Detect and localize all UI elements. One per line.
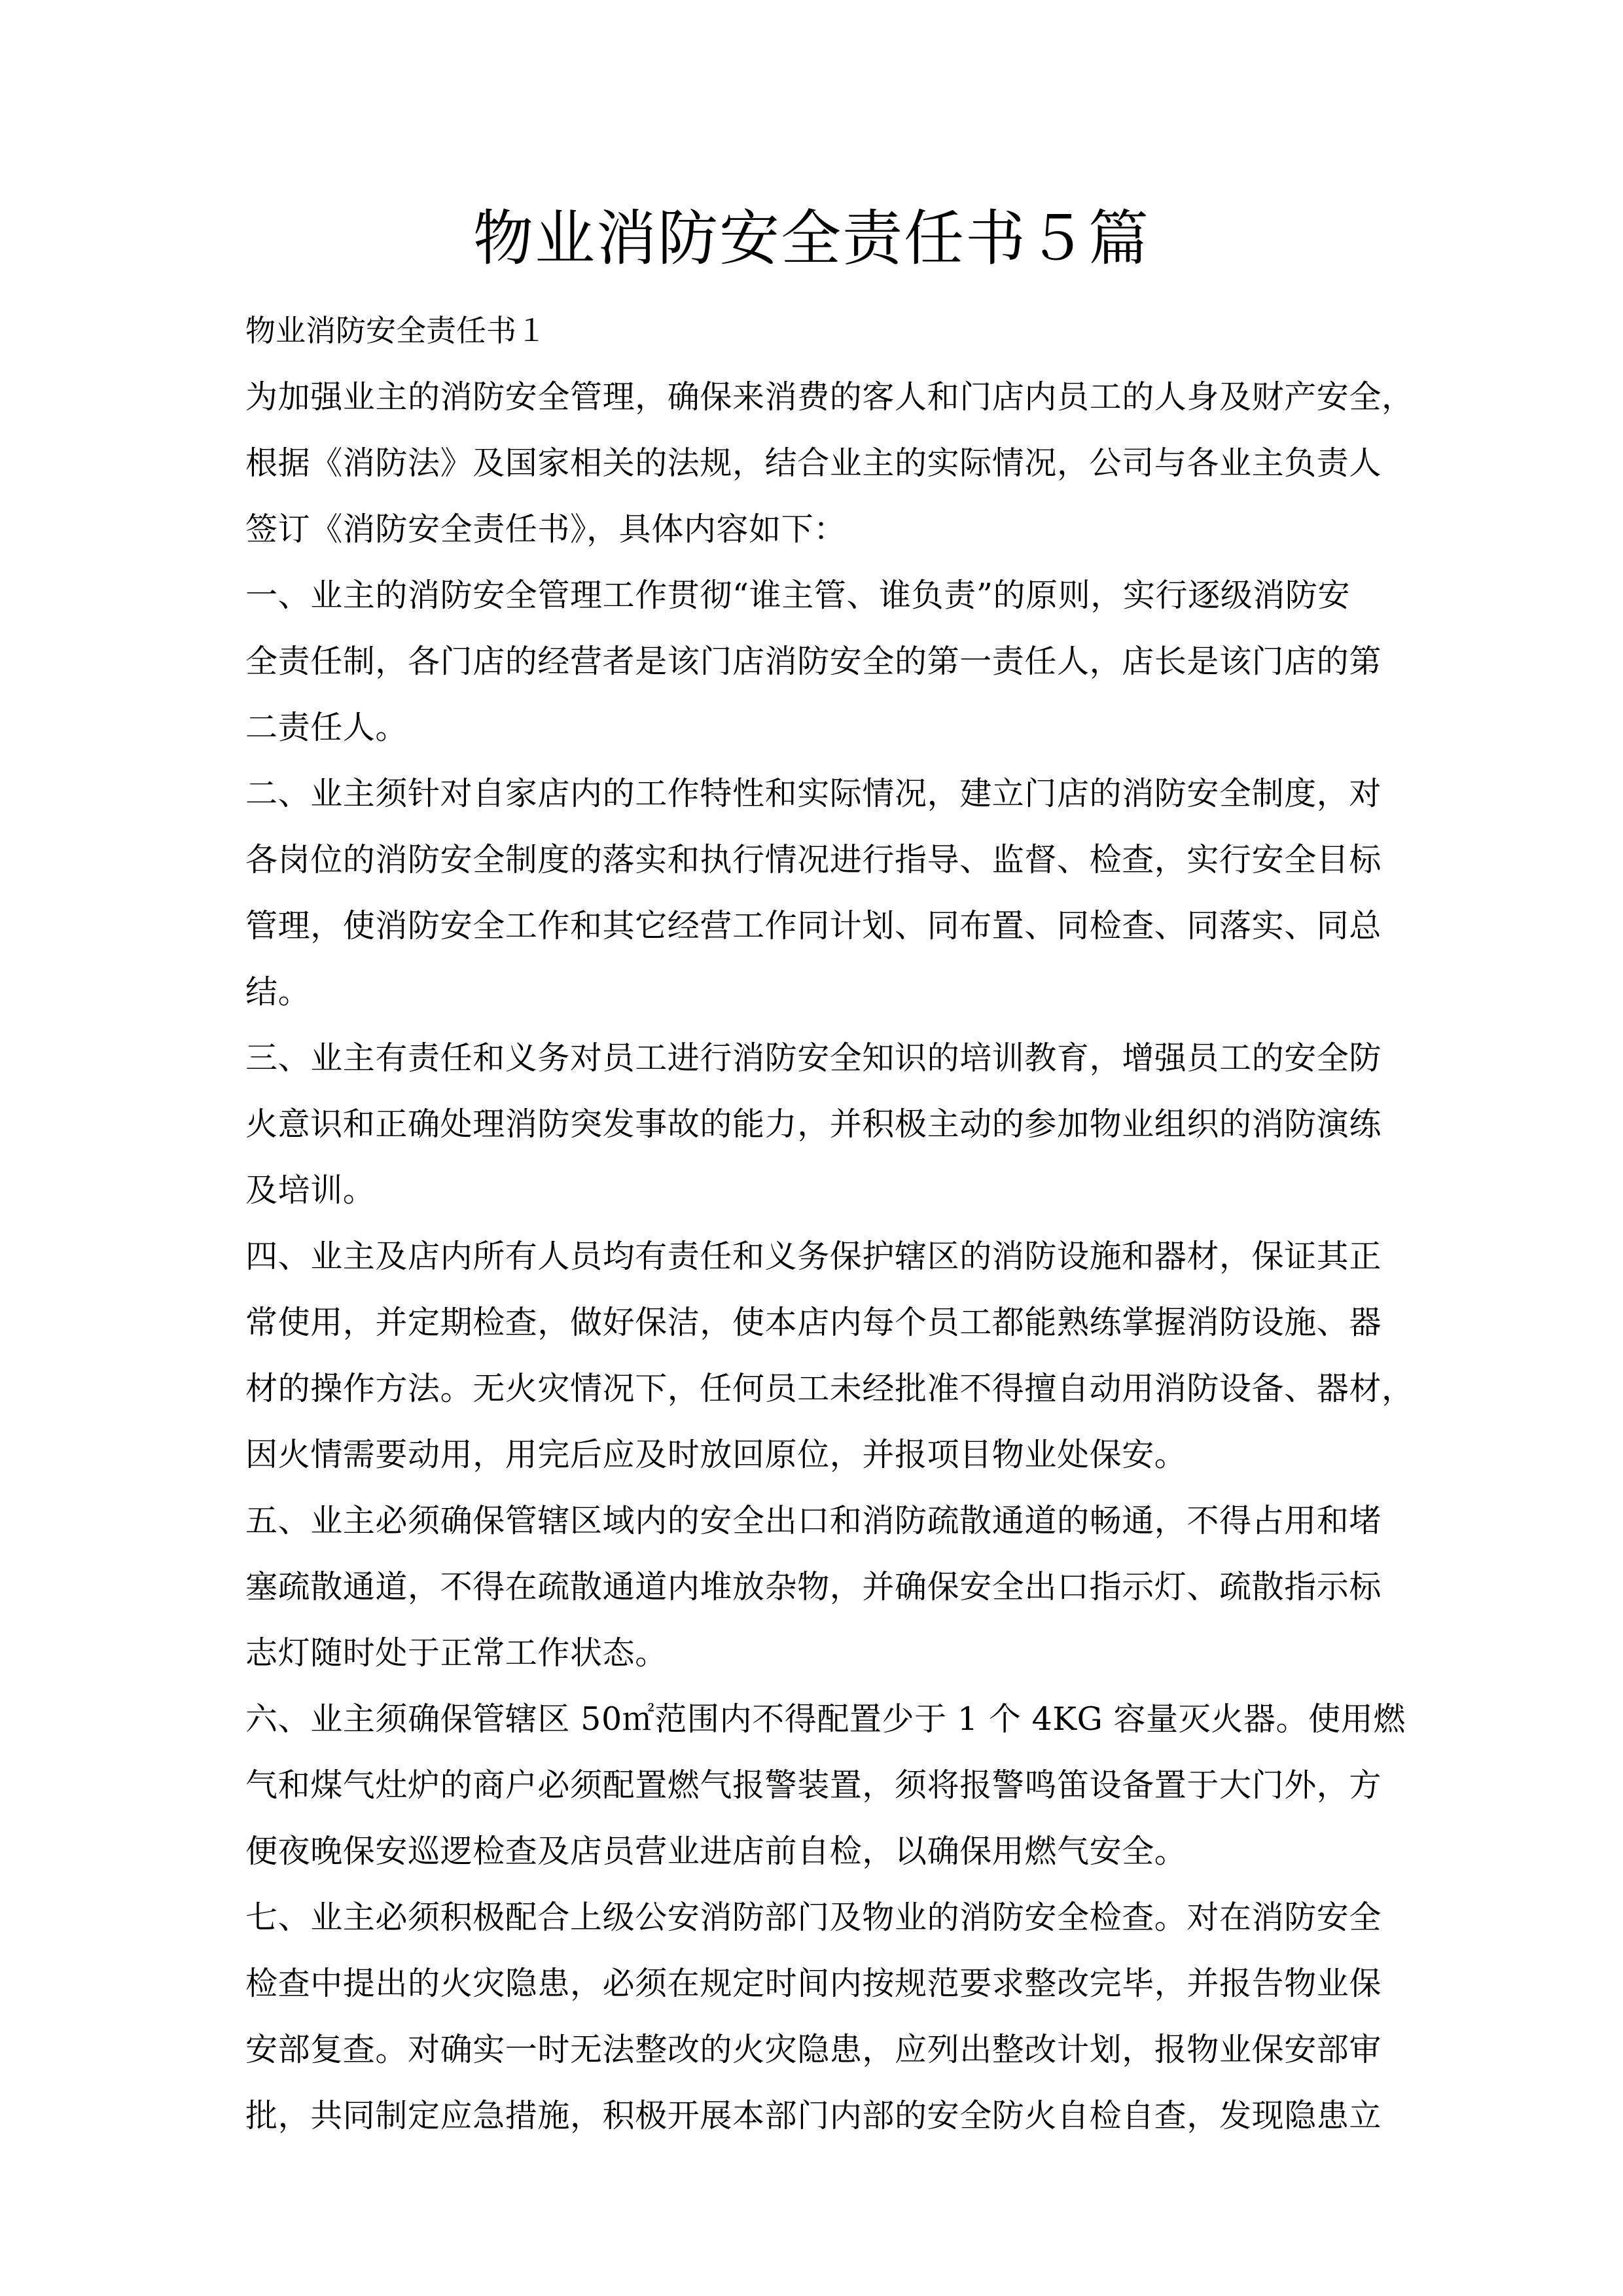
paragraph-intro — [245, 364, 1414, 562]
text-line: 为加强业主的消防安全管理，确保来消费的客人和门店内员工的人身及财产安全， — [245, 378, 1414, 416]
text-line: 材的操作方法。无火灾情况下，任何员工未经批准不得擅自动用消防设备、器材， — [245, 1370, 1414, 1407]
section-heading: 物业消防安全责任书１ — [245, 313, 546, 348]
text-line: 五、业主必须确保管辖区域内的安全出口和消防疏散通道的畅通，不得占用和堵 — [245, 1502, 1382, 1539]
document-title: 物业消防安全责任书５篇 — [473, 204, 1150, 274]
text-line: 常使用，并定期检查，做好保洁，使本店内每个员工都能熟练掌握消防设施、器 — [245, 1304, 1382, 1341]
text-line: 气和煤气灶炉的商户必须配置燃气报警装置，须将报警鸣笛设备置于大门外，方 — [245, 1767, 1382, 1804]
paragraph-item-1 — [245, 562, 1397, 761]
text-line: 结。 — [245, 973, 311, 1011]
text-line: 一、业主的消防安全管理工作贯彻“谁主管、谁负责”的原则，实行逐级消防安 — [245, 577, 1351, 614]
text-line: 四、业主及店内所有人员均有责任和义务保护辖区的消防设施和器材，保证其正 — [245, 1238, 1382, 1275]
text-line: 管理，使消防安全工作和其它经营工作同计划、同布置、同检查、同落实、同总 — [245, 907, 1382, 944]
document-body — [245, 298, 1414, 2149]
paragraph-item-3 — [245, 1025, 1397, 1223]
paragraph-item-6 — [245, 1686, 1406, 1884]
text-line: 根据《消防法》及国家相关的法规，结合业主的实际情况，公司与各业主负责人 — [245, 444, 1382, 482]
text-line: 检查中提出的火灾隐患，必须在规定时间内按规范要求整改完毕，并报告物业保 — [245, 1965, 1382, 2002]
paragraph-item-4 — [245, 1223, 1414, 1488]
text-line: 火意识和正确处理消防突发事故的能力，并积极主动的参加物业组织的消防演练 — [245, 1105, 1382, 1143]
text-line: 批，共同制定应急措施，积极开展本部门内部的安全防火自检自查，发现隐患立 — [245, 2097, 1382, 2134]
text-line: 全责任制，各门店的经营者是该门店消防安全的第一责任人，店长是该门店的第 — [245, 643, 1382, 680]
text-line: 七、业主必须积极配合上级公安消防部门及物业的消防安全检查。对在消防安全 — [245, 1899, 1382, 1936]
text-line: 六、业主须确保管辖区 50㎡范围内不得配置少于 1 个 4KG 容量灭火器。使用燃 — [245, 1700, 1406, 1738]
text-line: 因火情需要动用，用完后应及时放回原位，并报项目物业处保安。 — [245, 1436, 1187, 1473]
text-line: 二、业主须针对自家店内的工作特性和实际情况，建立门店的消防安全制度，对 — [245, 775, 1382, 812]
text-line: 塞疏散通道，不得在疏散通道内堆放杂物，并确保安全出口指示灯、疏散指示标 — [245, 1568, 1382, 1605]
paragraph-item-5 — [245, 1488, 1397, 1686]
text-line: 便夜晚保安巡逻检查及店员营业进店前自检，以确保用燃气安全。 — [245, 1833, 1187, 1870]
text-line: 签订《消防安全责任书》，具体内容如下： — [245, 511, 846, 548]
text-line: 志灯随时处于正常工作状态。 — [245, 1634, 668, 1672]
text-line: 二责任人。 — [245, 709, 408, 746]
text-line: 及培训。 — [245, 1172, 376, 1209]
text-line: 各岗位的消防安全制度的落实和执行情况进行指导、监督、检查，实行安全目标 — [245, 841, 1382, 878]
text-line: 三、业主有责任和义务对员工进行消防安全知识的培训教育，增强员工的安全防 — [245, 1039, 1382, 1077]
paragraph-item-2 — [245, 761, 1397, 1025]
text-line: 安部复查。对确实一时无法整改的火灾隐患，应列出整改计划，报物业保安部审 — [245, 2031, 1382, 2068]
paragraph-item-7 — [245, 1884, 1397, 2149]
